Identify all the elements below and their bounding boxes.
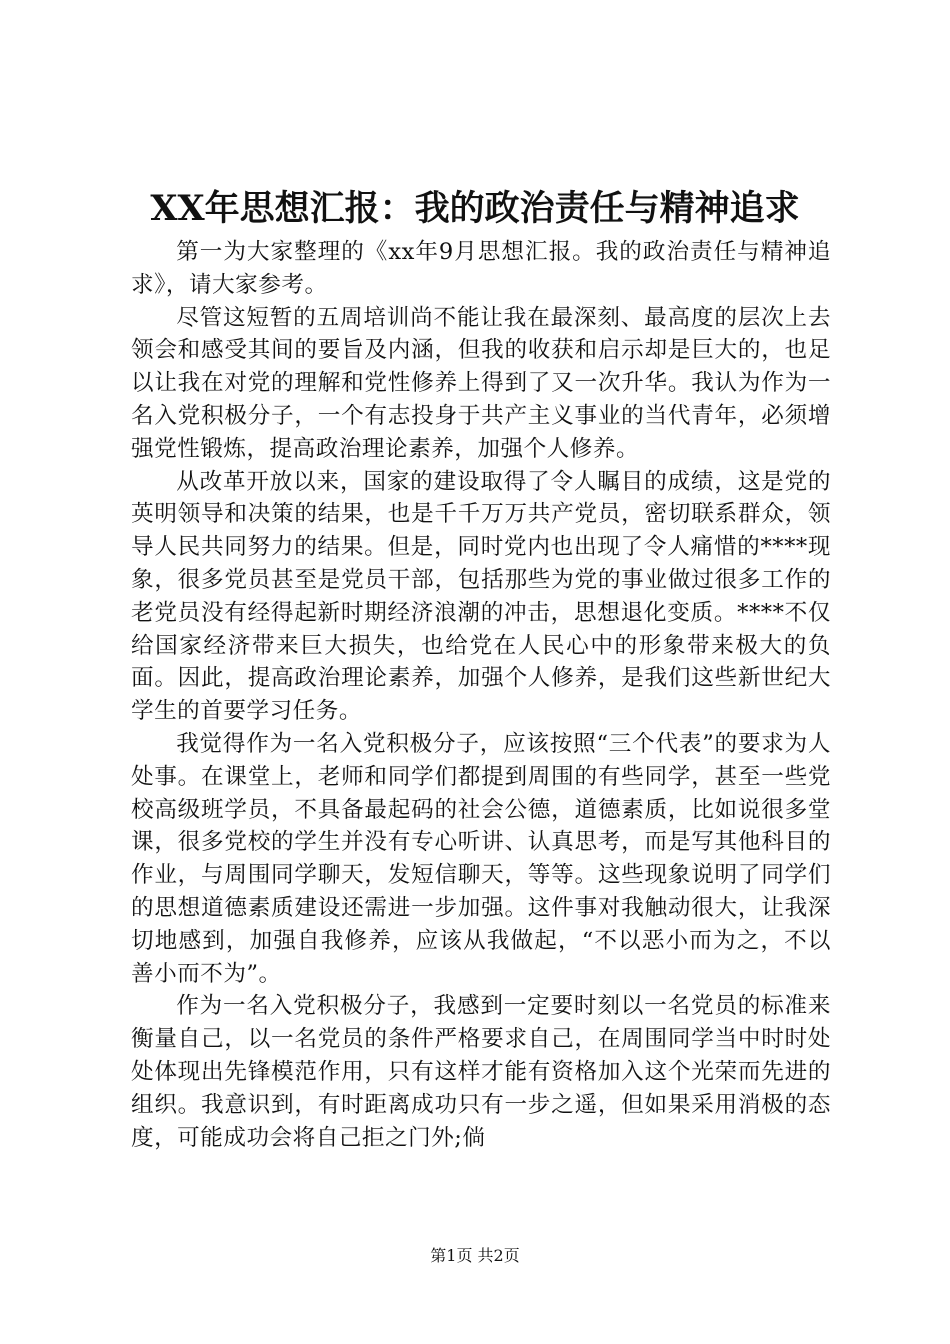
paragraph-activist: 作为一名入党积极分子，我感到一定要时刻以一名党员的标准来衡量自己，以一名党员的条件严格要求自己，在周围同学当中时时处处体现出先锋模范作用，只有这样才能有资格加入这个光荣而先进的组织。我意识到，有时距离成功只有一步之遥，但如果采用消极的态度，可能成功会将自己拒之门外;倘	[131, 993, 831, 1151]
page-number-footer: 第1页 共2页	[430, 1246, 520, 1265]
document-body	[131, 236, 831, 1154]
paragraph-training: 尽管这短暂的五周培训尚不能让我在最深刻、最高度的层次上去领会和感受其间的要旨及内涵，但我的收获和启示却是巨大的，也足以让我在对党的理解和党性修养上得到了又一次升华。我认为作为一名入党积极分子，一个有志投身于共产主义事业的当代青年，必须增强党性锻炼，提高政治理论素养，加强个人修养。	[131, 304, 831, 462]
document-title: XX年思想汇报：我的政治责任与精神追求	[150, 188, 800, 229]
paragraph-three-represents: 我觉得作为一名入党积极分子，应该按照“三个代表”的要求为人处事。在课堂上，老师和同学们都提到周围的有些同学，甚至一些党校高级班学员，不具备最起码的社会公德，道德素质，比如说很多堂课，很多党校的学生并没有专心听讲、认真思考，而是写其他科目的作业，与周围同学聊天，发短信聊天，等等。这些现象说明了同学们的思想道德素质建设还需进一步加强。这件事对我触动很大，让我深切地感到，加强自我修养，应该从我做起，“不以恶小而为之，不以善小而不为”。	[131, 730, 831, 987]
paragraph-reform: 从改革开放以来，国家的建设取得了令人瞩目的成绩，这是党的英明领导和决策的结果，也是千千万万共产党员，密切联系群众，领导人民共同努力的结果。但是，同时党内也出现了令人痛惜的****现象，很多党员甚至是党员干部，包括那些为党的事业做过很多工作的老党员没有经得起新时期经济浪潮的冲击，思想退化变质。****不仅给国家经济带来巨大损失，也给党在人民心中的形象带来极大的负面。因此，提高政治理论素养，加强个人修养，是我们这些新世纪大学生的首要学习任务。	[131, 468, 831, 725]
paragraph-intro: 第一为大家整理的《xx年9月思想汇报。我的政治责任与精神追求》，请大家参考。	[131, 239, 831, 298]
